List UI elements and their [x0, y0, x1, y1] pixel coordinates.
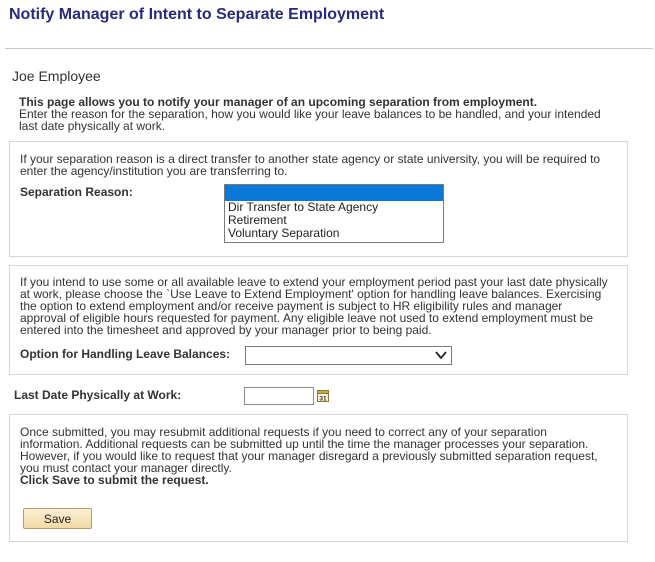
title-divider [5, 48, 653, 49]
separation-reason-listbox[interactable] [224, 184, 444, 243]
leave-note [20, 276, 610, 336]
calendar-icon[interactable] [317, 389, 329, 402]
submit-note-line: information. Additional requests can be submitted up until the time the manager processes your separation. [20, 437, 589, 451]
last-date-label: Last Date Physically at Work: [14, 388, 182, 402]
leave-note-line: If you intend to use some or all available leave to extend your employment period past your last date physically [20, 275, 608, 289]
leave-option-select[interactable] [245, 346, 452, 365]
submit-note [20, 426, 610, 486]
separation-option-voluntary[interactable]: Voluntary Separation [228, 226, 340, 240]
intro-text [19, 96, 619, 132]
intro-line: last date physically at work. [19, 119, 166, 133]
separation-note-line: enter the agency/institution you are transferring to. [20, 164, 288, 178]
intro-line: Enter the reason for the separation, how you would like your leave balances to be handled, and your intended [19, 107, 601, 121]
separation-reason-label: Separation Reason: [20, 185, 133, 199]
last-date-input[interactable] [244, 387, 314, 405]
separation-option-retirement[interactable]: Retirement [228, 213, 287, 227]
separation-note [20, 153, 610, 177]
page-title: Notify Manager of Intent to Separate Employment [9, 6, 385, 23]
separation-option-transfer[interactable]: Dir Transfer to State Agency [228, 200, 379, 214]
separation-note-line: If your separation reason is a direct transfer to another state agency or state university, you will be required to [20, 152, 601, 166]
submit-note-line: you must contact your manager directly. [20, 461, 232, 475]
svg-text:31: 31 [319, 395, 327, 402]
submit-note-line: Once submitted, you may resubmit additional requests if you need to correct any of your separation [20, 425, 547, 439]
submit-instruction: Click Save to submit the request. [20, 473, 209, 487]
leave-note-line: the option to extend employment and/or receive payment is subject to HR eligibility rules and manager [20, 299, 563, 313]
leave-note-line: entered into the timesheet and approved by your manager prior to being paid. [20, 323, 432, 337]
leave-option-label: Option for Handling Leave Balances: [20, 347, 231, 361]
submit-group [9, 414, 628, 542]
leave-note-line: approval of eligible hours requested for payment. Any eligible leave not used to extend employment must be [20, 311, 594, 325]
submit-note-line: However, if you would like to request that your manager disregard a previously submitted separation request, [20, 449, 598, 463]
leave-note-line: at work, please choose the `Use Leave to Extend Employment' option for handling leave balances. Exercising [20, 287, 602, 301]
save-button[interactable]: Save [23, 508, 92, 529]
separation-option-blank[interactable] [225, 185, 443, 201]
intro-heading: This page allows you to notify your manager of an upcoming separation from employment. [19, 95, 538, 109]
employee-name: Joe Employee [12, 68, 101, 84]
chevron-down-icon [434, 348, 448, 362]
